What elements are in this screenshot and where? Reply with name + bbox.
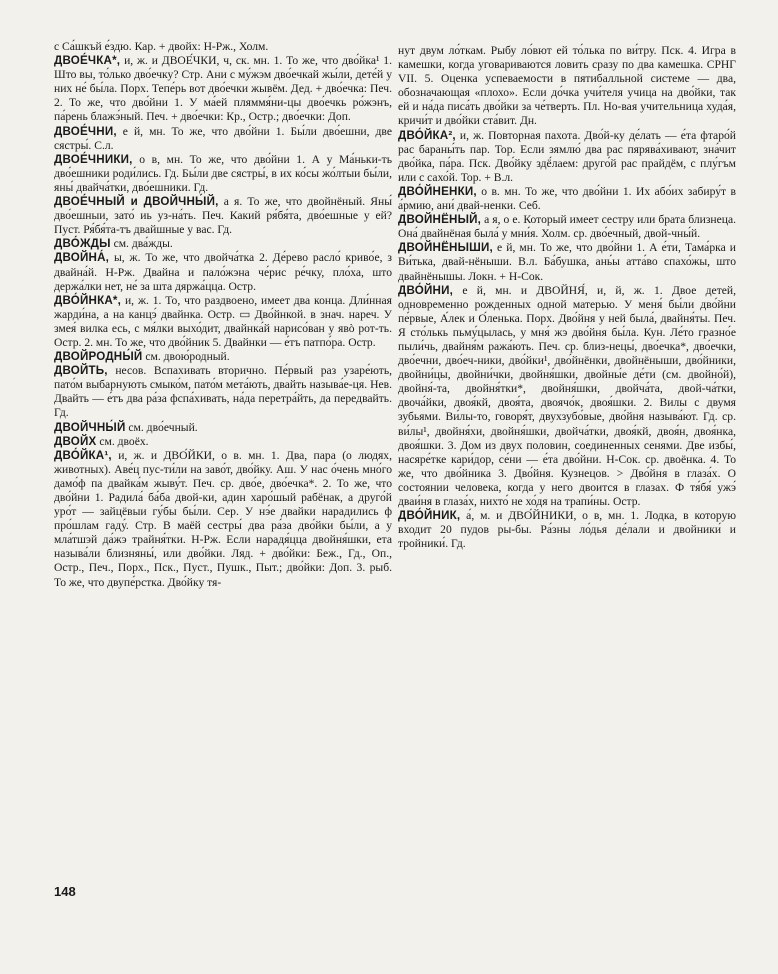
entry <box>54 364 392 420</box>
headword: ДВОЙХ <box>54 434 97 448</box>
left-column <box>54 40 392 590</box>
headword: ДВОЙЧНЫ́Й <box>54 420 126 434</box>
headword: ДВО́ЙКА¹, <box>54 448 112 462</box>
entry-text: с Са́шкъй е́здю. Кар. + двойх: Н-Рж., Холм. <box>54 40 269 53</box>
entry <box>54 153 392 195</box>
headword: ДВО́ЙНИ, <box>398 283 454 297</box>
headword: ДВОЙРОДНЫ́Й <box>54 350 143 364</box>
headword: ДВО́ЙНИК, <box>398 509 461 523</box>
entry <box>398 129 736 185</box>
entry-text: нут двум ло́ткам. Рыбу ло́вют ей то́лька по ви́тру. Пск. 4. Игра в камешки, когда уговариваются ловить сразу по два камешка. СРНГ VII. 5. Оценка успеваемости в пятибалльной системе — два, обозначающая «плохо». Если до́чка учи́теля учица на дво́йки, так ей и на́да писа́ть дво́йки за че́тверть. Пл. Но-вая учительница худа́я, кричи́т и дво́йки ста́вит. Дн. <box>398 44 736 128</box>
headword: ДВОЙНЁНЫШИ, <box>398 241 493 255</box>
entry <box>54 251 392 293</box>
page-number: 148 <box>54 884 76 899</box>
entry <box>54 40 392 54</box>
entry <box>398 185 736 213</box>
entry-text: а я. То же, что двойнёный. Яны́ дво́ешныи, зато́ иь уз-на́ть. Печ. Какий ря́бя́та, дво́ешные у ей? Пуст. Ря́бя́та-тъ двайшные у вас. Гд. <box>54 195 393 237</box>
entry-text: и, ж. 1. То, что раздвоено, имеет два конца. Дли́нная жарди́на, а на канцэ́ двайнка. Остр. ▭ Дво́йнкой. в знач. нареч. У змея́ вилка есь, с мя́лки выхо́дит, двайнка́й нарисо́ван у явò рот-ть. Остр. 2. мн. То же, что дво́йник 5. Двайнки — е́тъ патпо́ра. Остр. <box>54 293 392 349</box>
right-column <box>398 44 736 551</box>
entry <box>398 213 736 241</box>
headword: ДВО́ЖДЫ <box>54 237 111 251</box>
entry <box>54 195 392 237</box>
headword: ДВОЕ́ЧНИКИ, <box>54 152 133 166</box>
entry-text: е й, мн. и ДВОЙНЯ́, и, й, ж. 1. Двое детей, одновременно рожденных одной матерью. У меня́ бы́ли дво́йни пе́рвые, А́лек и О́ленька. Порх. Дво́йня у ней была́, двайня́ты. Печ. Я сто́лькь пьму́цылась, у мня́ жэ дво́йня бы́ла. Кун. Ле́то гразно́е пыли́чь, двайня́м ража́ють. Печ. ср. близ-нецы́, дво́ечка*, дво́ечки, дво́ечни, дво́еч-ники, дво́йки¹, дво́йнёнки, двойнёныши, дво́йники, двойни́цы, двойни́чки, двойня́шки, двойны́е де́ти (см. двойно́й), двойня́-та, двойня́тки*, двойня́шки, двойча́та, двой-ча́тки, двоча́йки, двоя́кй, двоя́та, двоячо́к, двоя́шки. 2. Вилы с двумя зубьями. Ви́лы-то, говоря́т, двухзубо́вые, дво́йня называ́ют. Гд. ср. ви́лы¹, двойня́хи, двойня́шки, двойча́тки, двоя́кй, двоя́н, двоя́нка, двоя́шки. 3. Дом из двух половин, соединенных сенями. Две избы́, насяре́тке кари́дор, се́ни — е́та дво́йни. Н-Сок. ср. двоёнка. 4. То же, что дво́йника 3. Дво́йня. Кузнецов. > Дво́йня в глаза́х. О состоянии человека, когда у него двоится в глазах. Ф тя́бя́ ужэ́ дваи́ня в глаза́х, нихто́ не хо́дя на трапи́ны. Остр. <box>398 283 737 508</box>
entry <box>398 241 736 283</box>
entry-text: см. дво́ечный. <box>128 420 198 434</box>
entry-text: о в, мн. То же, что дво́йни 1. А у Ма́ньки-ть дво́ешники роди́лись. Гд. Бы́ли две сястры́, в их ко́сы жо́лтыи бы́ли, яны́ двайча́тки, дво́ешники. Гд. <box>54 152 392 194</box>
entry-text: и, ж. Повторная пахота. Дво́й-ку де́лать — е́та фтаро́й рас бараны́ть пар. Тор. Если зямлю́ два рас пярява́хивают, зна́чит дво́йка, па́ра. Пск. Дво́йку здё́лаем: друго́й рас прайдём, с плу́гъм или с сахо́й. Тор. + В.л. <box>398 128 736 184</box>
headword: ДВО́ЙКА², <box>398 128 456 142</box>
entry-text: несов. Вспахивать вторично. Пе́рвый раз узаре́ють, пато́м выбарнують смыко́м, пато́м мета́ють, двайть называ́е-ця. Нев. Двайть — е́тъ два ра́за фспа́хивать, на́да перетра́йть, да передвайть. Гд. <box>54 364 393 420</box>
entry <box>54 435 392 449</box>
entry <box>54 125 392 153</box>
entry-text: а я, о е. Который имеет сестру или брата близнеца. Она́ двайнёная была́ у мни́я. Холм. ср. дво́ечный, двой-чны́й. <box>398 213 736 241</box>
entry-text: а́, м. и ДВО́ЙНИКИ, о в, мн. 1. Лодка, в которую входит 20 пудов ры-бы. Ра́зны ло́дья де́лали и двойники́ и тройники́. Гд. <box>398 509 736 551</box>
entry <box>54 54 392 124</box>
entry <box>398 509 736 551</box>
entry-text: см. два́жды. <box>113 237 173 251</box>
headword: ДВОЙНА́, <box>54 251 110 265</box>
entry-text: и, ж. и ДВОЕ́ЧКИ, ч, ск. мн. 1. То же, что дво́йка¹ 1. Што вы, то́лько дво́ечку? Стр. Ани с му́жэм дво́ечкай жы́ли, дете́й у них не́ бы́ла. Порх. Тепе́рь вот дво́ечки жывём. Дед. + дво́ечка: Печ. 2. То же, что дво́йни 1. У ма́ей пляммя́ни-цы дво́ечкь ро́жэнъ, па́рень блажэ́ный. Печ. + дво́ечки: Кр., Остр.; дво́ечки: Доп. <box>54 54 392 124</box>
entry-text: о в. мн. То же, что дво́йни 1. Их або́их забиру́т в а́рмию, ани́ двай-ненки. Себ. <box>398 184 736 213</box>
entry <box>54 237 392 251</box>
headword: ДВОЕ́ЧНИ, <box>54 124 117 138</box>
entry <box>398 284 736 510</box>
entry-text: е й, мн. То же, что дво́йни 1. А е́ти, Тама́рка и Ви́тька, двай-нёныши. В.л. Ба́бушка, ань́ы атта́во спахо́жы, што двайнёнышы. Локн. + Н-Сок. <box>398 241 736 283</box>
headword: ДВОЙНЁНЫЙ, <box>398 213 482 227</box>
entry <box>54 449 392 590</box>
entry-text: е й, мн. То же, что дво́йни 1. Бы́ли дво́ешни, две сястры́. С.л. <box>54 124 392 152</box>
entry <box>54 350 392 364</box>
entry-text: см. двоёх. <box>99 434 149 448</box>
entry <box>398 44 736 129</box>
entry-text: и, ж. и ДВО́ЙКИ, о в. мн. 1. Два, пара (о людях, животных). Аве́ц пус-ти́ли на заво́т, дво́йку. Аш. У нас о́чень мно́го дамо́ф па двайка́м жыву́т. Печ. ср. дво́е, дво́ечка*. 2. То же, что дво́йни 1. Радила́ ба́ба двой-ки, адин харо́шый рабёнак, а друго́й уро́т — зайцёвыи гу́бы бы́ли. Сер. У нэ́е двайки нарадились ф про́шлам гаду́. Стр. В маёй сестры́ два ра́за дво́йки бы́ли, а у мла́тшэй да́жэ трайня́тки. Н-Рж. Если нарадя́цца двойня́шки, ета называ́ли близняны́, или дво́йки. Ляд. + дво́йки: Беж., Гд., Оп., Остр., Печ., Порх., Пск., Пуст., Пушк., Пыт.; дво́йки: Доп. 3. рыб. То же, что двупе́рстка. Дво́йку тя- <box>54 448 392 589</box>
entry <box>54 421 392 435</box>
entry <box>54 294 392 350</box>
headword: ДВОЕ́ЧКА*, <box>54 54 121 68</box>
entry-text: ы, ж. То же, что двойча́тка 2. Де́рево расло́ криво́е, з двайна́й. Н-Рж. Двайна и пало́жэна че́рис ре́чку, пло́ха, што держа́лки нет, не́ за шта дяржа́цца. Остр. <box>54 251 392 293</box>
headword: ДВОЕ́ЧНЫЙ и ДВОЙЧНЫ́Й, <box>54 195 219 209</box>
headword: ДВО́ЙНЕНКИ, <box>398 184 477 198</box>
headword: ДВОЙТЬ, <box>54 364 108 378</box>
headword: ДВО́ЙНКА*, <box>54 293 122 307</box>
entry-text: см. двою́родный. <box>145 350 230 364</box>
